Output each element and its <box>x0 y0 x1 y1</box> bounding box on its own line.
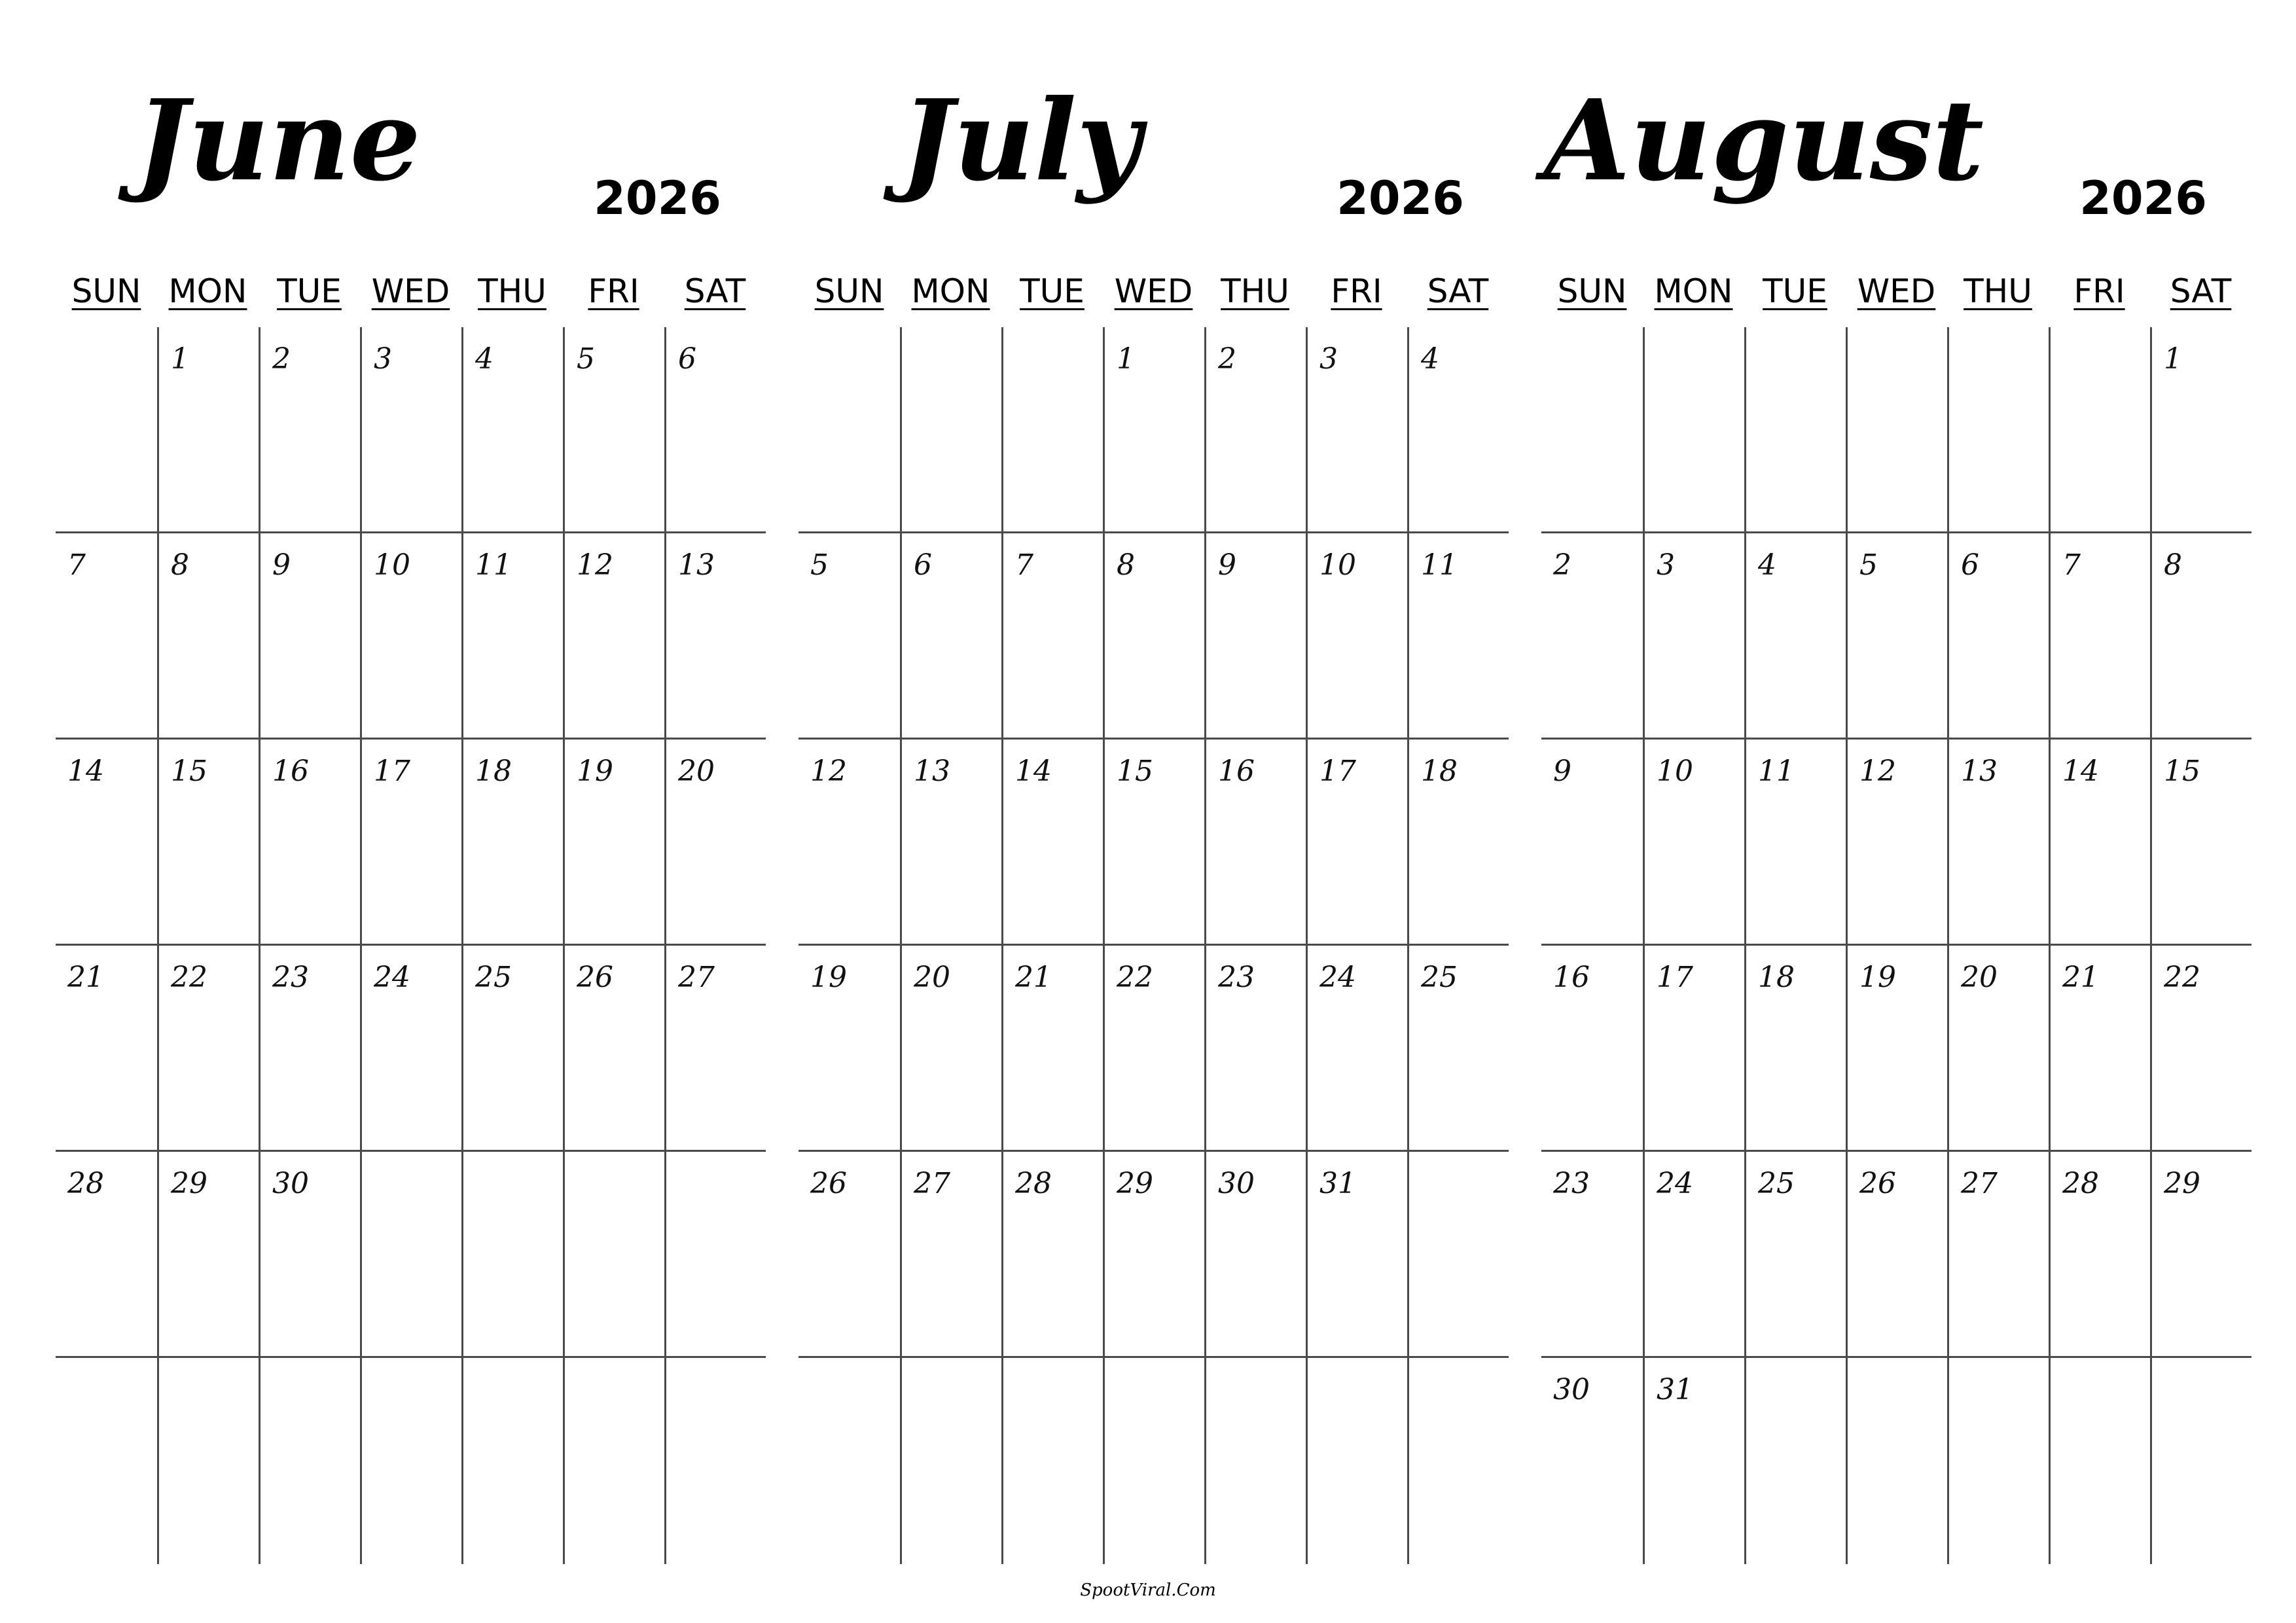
day-cell <box>798 740 900 946</box>
day-cell <box>1541 946 1643 1152</box>
day-number: 23 <box>1553 1167 1590 1200</box>
day-cell <box>157 946 259 1152</box>
day-number: 29 <box>1117 1167 1153 1200</box>
day-number: 29 <box>171 1167 207 1200</box>
day-number: 25 <box>1421 961 1458 994</box>
day-number: 21 <box>67 961 104 994</box>
day-cell <box>56 740 157 946</box>
day-number: 4 <box>1421 342 1439 376</box>
day-number: 5 <box>1859 548 1878 582</box>
day-number: 17 <box>1319 755 1356 788</box>
day-number: 28 <box>1015 1167 1052 1200</box>
day-number: 1 <box>2164 342 2182 376</box>
day-number: 1 <box>171 342 189 376</box>
day-cell <box>157 533 259 740</box>
day-cell <box>1744 946 1846 1152</box>
day-cell <box>1846 1358 1947 1564</box>
day-cell <box>1407 1358 1509 1564</box>
day-cell <box>798 946 900 1152</box>
day-cell <box>360 1358 461 1564</box>
day-number: 6 <box>914 548 932 582</box>
day-cell <box>1744 533 1846 740</box>
day-cell <box>563 327 664 533</box>
day-cell <box>2150 946 2251 1152</box>
day-cell <box>1541 1358 1643 1564</box>
day-number: 23 <box>1218 961 1255 994</box>
day-cell <box>1306 327 1407 533</box>
day-number: 1 <box>1117 342 1135 376</box>
day-cell <box>1204 327 1306 533</box>
day-cell <box>1103 946 1204 1152</box>
weekday-label: FRI <box>588 272 639 310</box>
weekday-label: SAT <box>684 272 746 310</box>
weekday-label: THU <box>1964 272 2032 310</box>
weekday-header-row <box>798 268 1509 314</box>
day-number: 8 <box>1117 548 1135 582</box>
day-number: 14 <box>67 755 104 788</box>
weekday-label: MON <box>911 272 990 310</box>
day-number: 15 <box>171 755 207 788</box>
day-cell <box>360 740 461 946</box>
day-cell <box>461 327 563 533</box>
day-number: 18 <box>1421 755 1458 788</box>
day-cell <box>2049 533 2150 740</box>
day-number: 26 <box>810 1167 847 1200</box>
day-cell <box>2049 327 2150 533</box>
day-number: 5 <box>577 342 595 376</box>
day-cell <box>259 740 360 946</box>
day-number: 20 <box>914 961 950 994</box>
weekday-header-row <box>1541 268 2251 314</box>
month-title: July <box>901 75 1141 206</box>
day-cell <box>1643 1358 1744 1564</box>
day-number: 4 <box>475 342 493 376</box>
day-number: 24 <box>1657 1167 1693 1200</box>
day-cell <box>1744 1358 1846 1564</box>
day-number: 19 <box>810 961 847 994</box>
day-cell <box>1744 327 1846 533</box>
day-cell <box>1541 533 1643 740</box>
day-cell <box>1643 946 1744 1152</box>
day-cell <box>259 533 360 740</box>
day-cell <box>1541 327 1643 533</box>
day-number: 28 <box>67 1167 104 1200</box>
day-cell <box>2150 1152 2251 1358</box>
day-cell <box>1204 1152 1306 1358</box>
weekday-label: WED <box>371 272 450 310</box>
day-number: 16 <box>272 755 309 788</box>
day-number: 19 <box>577 755 613 788</box>
day-cell <box>1306 740 1407 946</box>
day-number: 3 <box>374 342 392 376</box>
day-cell <box>1846 1152 1947 1358</box>
day-cell <box>1541 1152 1643 1358</box>
day-cell <box>157 740 259 946</box>
day-number: 12 <box>810 755 847 788</box>
day-cell <box>1103 533 1204 740</box>
day-cell <box>1947 1152 2049 1358</box>
day-cell <box>1643 327 1744 533</box>
weekday-label: TUE <box>1020 272 1085 310</box>
day-cell <box>1204 946 1306 1152</box>
day-cell <box>900 327 1001 533</box>
day-cell <box>2049 740 2150 946</box>
day-cell <box>664 740 766 946</box>
day-number: 30 <box>272 1167 309 1200</box>
day-number: 21 <box>2062 961 2099 994</box>
day-number: 9 <box>1218 548 1236 582</box>
day-number: 8 <box>171 548 189 582</box>
day-number: 10 <box>1657 755 1693 788</box>
day-cell <box>563 533 664 740</box>
day-number: 7 <box>67 548 86 582</box>
day-cell <box>2049 1152 2150 1358</box>
day-cell <box>1103 327 1204 533</box>
day-cell <box>1643 740 1744 946</box>
day-number: 13 <box>1961 755 1998 788</box>
day-cell <box>563 1152 664 1358</box>
day-cell <box>1643 1152 1744 1358</box>
day-number: 24 <box>374 961 410 994</box>
month-panel-0 <box>56 0 766 1571</box>
day-number: 24 <box>1319 961 1356 994</box>
day-number: 2 <box>1553 548 1571 582</box>
day-cell <box>1744 740 1846 946</box>
day-grid <box>798 327 1509 1564</box>
day-cell <box>1001 1358 1103 1564</box>
day-cell <box>900 1152 1001 1358</box>
day-cell <box>1947 740 2049 946</box>
day-number: 25 <box>475 961 512 994</box>
day-number: 2 <box>1218 342 1236 376</box>
day-cell <box>259 1358 360 1564</box>
day-cell <box>1001 533 1103 740</box>
day-cell <box>664 946 766 1152</box>
day-cell <box>2049 1358 2150 1564</box>
weekday-label: THU <box>1221 272 1289 310</box>
weekday-header-row <box>56 268 766 314</box>
day-cell <box>56 327 157 533</box>
day-cell <box>798 1152 900 1358</box>
weekday-label: SUN <box>71 272 141 310</box>
month-year: 2026 <box>2079 171 2207 225</box>
day-number: 17 <box>1657 961 1693 994</box>
day-number: 10 <box>1319 548 1356 582</box>
month-title: August <box>1543 75 1984 206</box>
day-cell <box>461 1152 563 1358</box>
day-number: 17 <box>374 755 410 788</box>
day-cell <box>798 1358 900 1564</box>
day-number: 29 <box>2164 1167 2200 1200</box>
day-cell <box>1001 1152 1103 1358</box>
day-cell <box>2150 740 2251 946</box>
month-panel-1 <box>798 0 1509 1571</box>
day-cell <box>56 1358 157 1564</box>
weekday-label: THU <box>478 272 547 310</box>
day-number: 14 <box>2062 755 2099 788</box>
day-cell <box>259 327 360 533</box>
day-cell <box>563 1358 664 1564</box>
day-number: 31 <box>1319 1167 1356 1200</box>
day-cell <box>1306 1358 1407 1564</box>
month-year: 2026 <box>1336 171 1464 225</box>
day-number: 13 <box>914 755 950 788</box>
day-cell <box>2150 327 2251 533</box>
day-cell <box>56 1152 157 1358</box>
day-number: 9 <box>272 548 291 582</box>
day-number: 3 <box>1657 548 1675 582</box>
day-cell <box>1306 946 1407 1152</box>
day-number: 30 <box>1553 1373 1590 1406</box>
day-number: 25 <box>1758 1167 1795 1200</box>
day-cell <box>157 327 259 533</box>
day-number: 27 <box>914 1167 950 1200</box>
weekday-label: WED <box>1857 272 1936 310</box>
day-cell <box>461 740 563 946</box>
day-cell <box>1846 740 1947 946</box>
day-cell <box>360 327 461 533</box>
weekday-label: TUE <box>1763 272 1827 310</box>
weekday-label: SAT <box>1427 272 1489 310</box>
day-number: 26 <box>1859 1167 1896 1200</box>
day-cell <box>157 1358 259 1564</box>
day-cell <box>1204 740 1306 946</box>
day-number: 18 <box>1758 961 1795 994</box>
day-cell <box>2150 1358 2251 1564</box>
day-number: 31 <box>1657 1373 1693 1406</box>
weekday-label: TUE <box>277 272 342 310</box>
weekday-label: WED <box>1114 272 1193 310</box>
day-cell <box>1204 533 1306 740</box>
day-cell <box>563 740 664 946</box>
day-cell <box>56 533 157 740</box>
day-cell <box>1306 533 1407 740</box>
day-cell <box>900 1358 1001 1564</box>
day-number: 8 <box>2164 548 2182 582</box>
footer-credit: SpootViral.Com <box>1080 1580 1216 1600</box>
day-cell <box>1947 1358 2049 1564</box>
day-number: 6 <box>1961 548 1979 582</box>
day-cell <box>1947 533 2049 740</box>
day-number: 11 <box>1758 755 1795 788</box>
day-cell <box>1001 946 1103 1152</box>
day-number: 7 <box>2062 548 2081 582</box>
day-number: 11 <box>1421 548 1458 582</box>
day-cell <box>1846 533 1947 740</box>
day-cell <box>900 533 1001 740</box>
day-number: 3 <box>1319 342 1338 376</box>
day-cell <box>259 946 360 1152</box>
day-cell <box>1407 946 1509 1152</box>
day-number: 14 <box>1015 755 1052 788</box>
day-cell <box>1407 1152 1509 1358</box>
day-cell <box>900 946 1001 1152</box>
day-cell <box>1103 1152 1204 1358</box>
month-year: 2026 <box>594 171 721 225</box>
day-cell <box>360 946 461 1152</box>
day-cell <box>259 1152 360 1358</box>
day-number: 16 <box>1553 961 1590 994</box>
day-cell <box>1407 327 1509 533</box>
day-number: 9 <box>1553 755 1571 788</box>
day-cell <box>1103 740 1204 946</box>
day-cell <box>798 327 900 533</box>
day-number: 21 <box>1015 961 1052 994</box>
day-cell <box>56 946 157 1152</box>
day-number: 6 <box>678 342 696 376</box>
day-number: 15 <box>1117 755 1153 788</box>
day-number: 10 <box>374 548 410 582</box>
month-title: June <box>135 75 421 206</box>
day-cell <box>1407 740 1509 946</box>
day-grid <box>56 327 766 1564</box>
day-cell <box>664 1152 766 1358</box>
day-cell <box>1947 327 2049 533</box>
day-cell <box>461 1358 563 1564</box>
day-cell <box>1541 740 1643 946</box>
day-cell <box>563 946 664 1152</box>
month-panel-2 <box>1541 0 2251 1571</box>
day-cell <box>1306 1152 1407 1358</box>
day-number: 26 <box>577 961 613 994</box>
day-number: 27 <box>678 961 715 994</box>
day-number: 23 <box>272 961 309 994</box>
day-number: 13 <box>678 548 715 582</box>
weekday-label: SUN <box>814 272 884 310</box>
day-cell <box>461 533 563 740</box>
day-cell <box>798 533 900 740</box>
day-number: 27 <box>1961 1167 1998 1200</box>
day-number: 7 <box>1015 548 1033 582</box>
day-cell <box>1947 946 2049 1152</box>
day-cell <box>664 327 766 533</box>
day-cell <box>461 946 563 1152</box>
day-number: 5 <box>810 548 829 582</box>
weekday-label: SUN <box>1557 272 1627 310</box>
day-number: 11 <box>475 548 512 582</box>
day-cell <box>664 1358 766 1564</box>
day-cell <box>157 1152 259 1358</box>
day-cell <box>360 533 461 740</box>
day-cell <box>1103 1358 1204 1564</box>
day-cell <box>1204 1358 1306 1564</box>
day-number: 4 <box>1758 548 1776 582</box>
day-cell <box>2150 533 2251 740</box>
day-number: 19 <box>1859 961 1896 994</box>
day-grid <box>1541 327 2251 1564</box>
day-cell <box>1001 327 1103 533</box>
day-number: 20 <box>1961 961 1998 994</box>
day-number: 16 <box>1218 755 1255 788</box>
day-cell <box>1407 533 1509 740</box>
day-number: 28 <box>2062 1167 2099 1200</box>
day-cell <box>900 740 1001 946</box>
day-cell <box>2049 946 2150 1152</box>
day-number: 20 <box>678 755 715 788</box>
weekday-label: FRI <box>2073 272 2125 310</box>
day-number: 12 <box>1859 755 1896 788</box>
day-cell <box>1846 946 1947 1152</box>
day-number: 22 <box>2164 961 2200 994</box>
day-number: 12 <box>577 548 613 582</box>
day-number: 18 <box>475 755 512 788</box>
day-number: 30 <box>1218 1167 1255 1200</box>
day-cell <box>1744 1152 1846 1358</box>
day-cell <box>360 1152 461 1358</box>
day-cell <box>1643 533 1744 740</box>
weekday-label: MON <box>168 272 247 310</box>
weekday-label: FRI <box>1331 272 1382 310</box>
day-cell <box>1001 740 1103 946</box>
day-number: 15 <box>2164 755 2200 788</box>
day-cell <box>664 533 766 740</box>
day-number: 2 <box>272 342 291 376</box>
weekday-label: SAT <box>2170 272 2232 310</box>
day-number: 22 <box>171 961 207 994</box>
day-cell <box>1846 327 1947 533</box>
day-number: 22 <box>1117 961 1153 994</box>
weekday-label: MON <box>1654 272 1733 310</box>
